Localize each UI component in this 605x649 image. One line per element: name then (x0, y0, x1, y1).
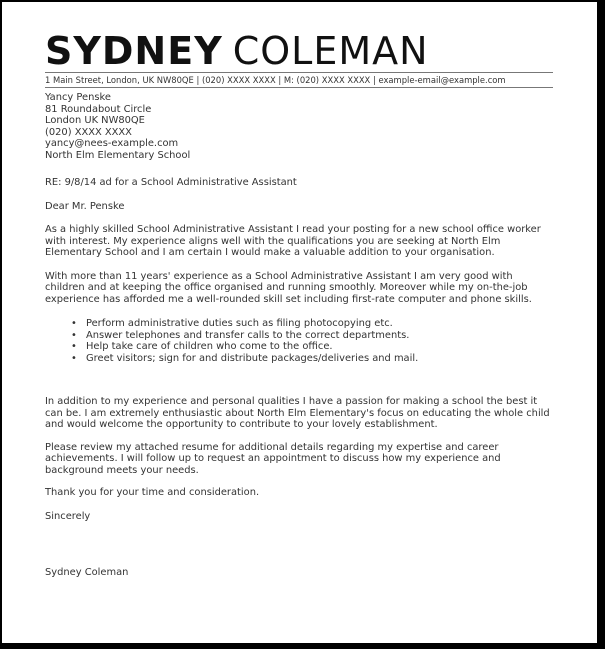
list-item-text: Greet visitors; sign for and distribute packages/deliveries and mail. (86, 352, 419, 364)
thank-you-line: Thank you for your time and consideration. (45, 487, 260, 498)
paragraph-experience: With more than 11 years' experience as a School Administrative Assistant I am very good with children and at keeping the office organised and running smoothly. Moreover while my on-the-job experience has afforded me a well-rounded skill set including first-rate computer and phone skills. (45, 270, 532, 305)
list-item-text: Help take care of children who come to the office. (86, 341, 333, 352)
paragraph-passion: In addition to my experience and personal qualities I have a passion for making a school the best it can be. I am extremely enthusiastic about North Elm Elementary's focus on educating the whole child and would welcome the opportunity to contribute to your lovely establishment. (45, 396, 550, 430)
recipient-city: London UK NW80QE (45, 115, 145, 126)
list-item-text: Answer telephones and transfer calls to the correct departments. (86, 329, 410, 341)
recipient-street: 81 Roundabout Circle (45, 103, 152, 115)
recipient-school: North Elm Elementary School (45, 149, 191, 161)
recipient-address-block (45, 92, 553, 161)
list-item-text: Perform administrative duties such as filing photocopying etc. (86, 318, 393, 329)
sender-name (45, 29, 553, 73)
letter-page (2, 2, 597, 643)
recipient-name: Yancy Penske (45, 92, 111, 103)
sender-last-name: COLEMAN (232, 29, 429, 73)
recipient-phone: (020) XXXX XXXX (45, 126, 132, 138)
list-item (71, 352, 553, 365)
header-bottom-rule (45, 87, 553, 88)
closing: Sincerely (45, 510, 91, 522)
signature-name: Sydney Coleman (45, 567, 129, 578)
bullet-icon: • (71, 329, 77, 341)
bullet-icon: • (71, 318, 77, 329)
bullet-icon: • (71, 341, 77, 352)
list-item (71, 318, 553, 330)
sender-first-name: SYDNEY (45, 29, 223, 73)
recipient-email: yancy@nees-example.com (45, 138, 179, 149)
subject-line: RE: 9/8/14 ad for a School Administrative Assistant (45, 177, 297, 188)
list-item (71, 341, 553, 353)
letter-body (45, 92, 553, 579)
bullet-icon: • (71, 352, 77, 364)
paragraph-followup: Please review my attached resume for additional details regarding my expertise and career achievements. I will follow up to request an appointment to discuss how my experience and background meets your needs. (45, 441, 501, 476)
sender-contact-line: 1 Main Street, London, UK NW80QE | (020) XXXX XXXX | M: (020) XXXX XXXX | example-email@example.com (45, 75, 506, 85)
list-item (71, 329, 553, 342)
duties-list (45, 318, 553, 364)
paragraph-intro: As a highly skilled School Administrative Assistant I read your posting for a new school office worker with interest. My experience aligns well with the qualifications you are seeking at North Elm Elementary School and I am certain I would make a valuable addition to your organisation. (45, 224, 541, 258)
salutation: Dear Mr. Penske (45, 200, 125, 212)
